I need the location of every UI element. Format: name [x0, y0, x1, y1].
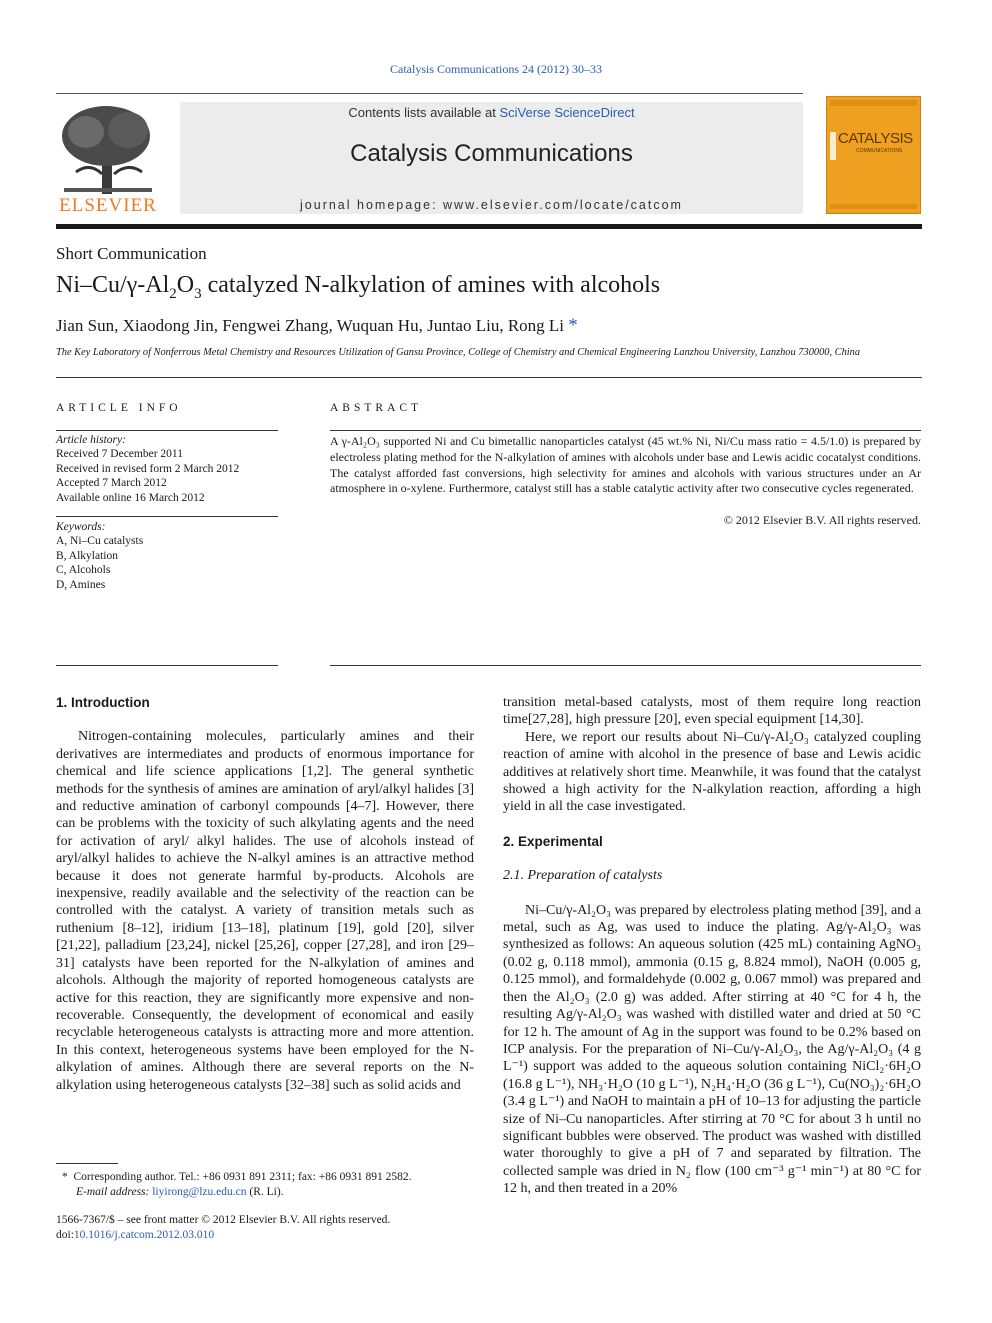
- experimental-heading: 2. Experimental: [503, 833, 603, 849]
- journal-cover-art: [826, 96, 921, 214]
- preparation-heading: 2.1. Preparation of catalysts: [503, 868, 663, 884]
- history-label: Article history:: [56, 434, 126, 446]
- sciencedirect-link[interactable]: SciVerse ScienceDirect: [499, 105, 635, 120]
- article-type: Short Communication: [56, 244, 207, 263]
- title-part-2: O: [176, 272, 195, 298]
- header-thick-rule: [56, 224, 922, 229]
- footnote-star: *: [62, 1171, 68, 1183]
- abstract-heading: ABSTRACT: [330, 402, 423, 414]
- history-accepted: Accepted 7 March 2012: [56, 477, 167, 490]
- history-online: Available online 16 March 2012: [56, 491, 205, 504]
- contents-line: [180, 105, 803, 120]
- journal-title: Catalysis Communications: [350, 140, 633, 167]
- article-title: [56, 272, 660, 303]
- corresponding-line: [62, 1170, 482, 1185]
- history-revised: Received in revised form 2 March 2012: [56, 462, 240, 475]
- corresponding-author-mark[interactable]: *: [568, 315, 578, 336]
- doi-label: doi:: [56, 1229, 74, 1241]
- header-top-rule: [56, 93, 803, 94]
- intro-paragraph: Nitrogen-containing molecules, particularly amines and their derivatives are intermediates and products of enormous importance for chemical and life science applications [1,2]. The general synthetic methods for the synthesis of amines are amination of aryl/alkyl halides [3] and reductive amination of carbonyl compounds [4–7]. However, there can be problems with the toxicity of such alkylating agents and the need for activation of aryl/ alkyl halides. The use of alcohols instead of aryl/alkyl halides to achieve the N-alkyl amines is an attractive method because it does not generate harmful by-products. Alcohols are inexpensive, readily available and the selectivity of the reaction can be controlled with the catalyst. A variety of transition metals such as ruthenium [8–12], iridium [13–18], platinum [19], gold [20], silver [21,22], palladium [23,24], nickel [25,26], copper [27,28], and iron [29–31] catalysts have been reported for the N-alkylation of amines and alcohols. Although the majority of reported homogeneous catalysts are active for this reaction, they are significantly more expensive and non-recoverable. Consequently, the development of economical and easily recyclable heterogeneous catalysts is attracting more and more attention. In this context, heterogeneous systems have been employed for the N-alkylation of amines. Although there are several reports on the N-alkylation using heterogeneous catalysts [32–38] such as solid acids and: [56, 729, 474, 1093]
- right-column: [503, 694, 921, 1198]
- affiliation: The Key Laboratory of Nonferrous Metal Chemistry and Resources Utilization of Gansu Province, College of Chemistry and Chemical Engineering Lanzhou University, Lanzhou 730000, China: [56, 347, 861, 358]
- intro-continued: transition metal-based catalysts, most of them require long reaction time[27,28], high pressure [20], even special equipment [14,30].: [503, 695, 921, 728]
- author-list: [56, 315, 578, 337]
- info-rule-1: [56, 430, 278, 431]
- email-suffix: (R. Li).: [249, 1186, 284, 1198]
- info-rule-2: [56, 516, 278, 517]
- meta-divider: [56, 377, 922, 378]
- corresponding-footnote: [62, 1170, 482, 1200]
- elsevier-logo: [56, 102, 160, 214]
- footnote-rule: [56, 1163, 118, 1164]
- email-link[interactable]: liyirong@lzu.edu.cn: [152, 1186, 247, 1198]
- journal-homepage[interactable]: journal homepage: www.elsevier.com/locate/catcom: [300, 198, 683, 212]
- journal-citation[interactable]: Catalysis Communications 24 (2012) 30–33: [390, 62, 602, 76]
- contents-prefix: Contents lists available at: [348, 105, 500, 120]
- article-history: [56, 433, 278, 505]
- title-sub-1: 2: [169, 285, 177, 302]
- title-sub-2: 3: [194, 285, 202, 302]
- article-info-heading: ARTICLE INFO: [56, 402, 182, 414]
- intro-heading: 1. Introduction: [56, 695, 150, 710]
- title-part-3: catalyzed N-alkylation of amines with alcohols: [201, 272, 661, 298]
- issn-block: [56, 1213, 476, 1243]
- doi-link[interactable]: 10.1016/j.catcom.2012.03.010: [73, 1229, 215, 1241]
- cover-title: CATALYSIS: [838, 130, 913, 147]
- abstract-text: A γ-Al₂O₃ supported Ni and Cu bimetallic nanoparticles catalyst (45 wt.% Ni, Ni/Cu mass ratio = 4.5/1.0) is prepared by electroless plating method for the N-alkylation of amines with alcohols under base and Lewis acidic cocatalyst conditions. The catalyst afforded fast conversions, high selectivity for amines and alcohols with various structures under an Ar atmosphere in o-xylene. Furthermore, catalyst still has a stable catalytic activity after two consecutive cycles regenerated.: [330, 434, 921, 496]
- abstract-rule: [330, 430, 921, 431]
- email-label: E-mail address:: [76, 1186, 150, 1198]
- history-received: Received 7 December 2011: [56, 448, 183, 461]
- journal-cover: [826, 96, 921, 214]
- corresponding-text: Corresponding author. Tel.: +86 0931 891 2311; fax: +86 0931 891 2582.: [73, 1171, 412, 1183]
- keyword-item: D, Amines: [56, 578, 106, 591]
- abstract-copyright: © 2012 Elsevier B.V. All rights reserved.: [723, 513, 921, 527]
- issn-line: 1566-7367/$ – see front matter © 2012 Elsevier B.V. All rights reserved.: [56, 1214, 391, 1226]
- intro-paragraph-2: Here, we report our results about Ni–Cu/γ-Al₂O₃ catalyzed coupling reaction of amine with alcohol in the presence of base and Lewis acidic additives at relatively short time. Meanwhile, it was found that the catalyst showed a high activity for the N-alkylation reaction, affording a high yield in all the case investigated.: [503, 729, 921, 815]
- elsevier-wordmark: ELSEVIER: [59, 195, 157, 216]
- authors-names: Jian Sun, Xiaodong Jin, Fengwei Zhang, Wuquan Hu, Juntao Liu, Rong Li: [56, 316, 565, 335]
- keyword-item: B, Alkylation: [56, 549, 118, 562]
- email-line: [62, 1185, 482, 1200]
- keywords-label: Keywords:: [56, 521, 106, 533]
- keywords-block: [56, 520, 278, 592]
- keyword-item: A, Ni–Cu catalysts: [56, 535, 144, 548]
- preparation-paragraph: Ni–Cu/γ-Al₂O₃ was prepared by electroless plating method [39], and a metal, such as Ag, was used to induce the plating. Ag/γ-Al₂O₃ was synthesized as follows: An aqueous solution (425 mL) containing AgNO₃ (0.02 g, 0.118 mmol), ammonia (0.15 g, 8.824 mmol), NaOH (0.005 g, 0.125 mmol), and formaldehyde (0.002 g, 0.067 mmol) was prepared and then the Al₂O₃ (2.0 g) was added. After stirring at 40 °C for 4 h, the resulting Ag/γ-Al₂O₃ was washed with distilled water and dried at 50 °C for 12 h. The amount of Ag in the support was found to be 0.2% based on ICP analysis. For the preparation of Ni–Cu/γ-Al₂O₃, the Ag/γ-Al₂O₃ (4 g L⁻¹) support was added to the aqueous solution containing NiCl₂·6H₂O (16.8 g L⁻¹), NH₃·H₂O (10 g L⁻¹), N₂H₄·H₂O (36 g L⁻¹), Cu(NO₃)₂·6H₂O (3.4 g L⁻¹) and NaOH to maintain a pH of 10–13 for adjusting the particle size of Ni–Cu nanoparticles. After stirring at 70 °C for about 3 h until no significant bubbles were observed. The product was washed with distilled water thoroughly to give a pH of 7 and separated by filtration. The collected sample was dried in N₂ flow (100 cm⁻³ g⁻¹ min⁻¹) at 80 °C for 12 h, and then treated in a 20%: [503, 902, 921, 1197]
- info-bottom-rule: [56, 665, 278, 666]
- keyword-item: C, Alcohols: [56, 564, 111, 577]
- cover-subtitle: COMMUNICATIONS: [856, 148, 903, 154]
- doi-line: [56, 1228, 476, 1243]
- abstract-bottom-rule: [330, 665, 921, 666]
- title-part-1: Ni–Cu/γ-Al: [56, 272, 170, 298]
- left-column: [56, 694, 474, 1094]
